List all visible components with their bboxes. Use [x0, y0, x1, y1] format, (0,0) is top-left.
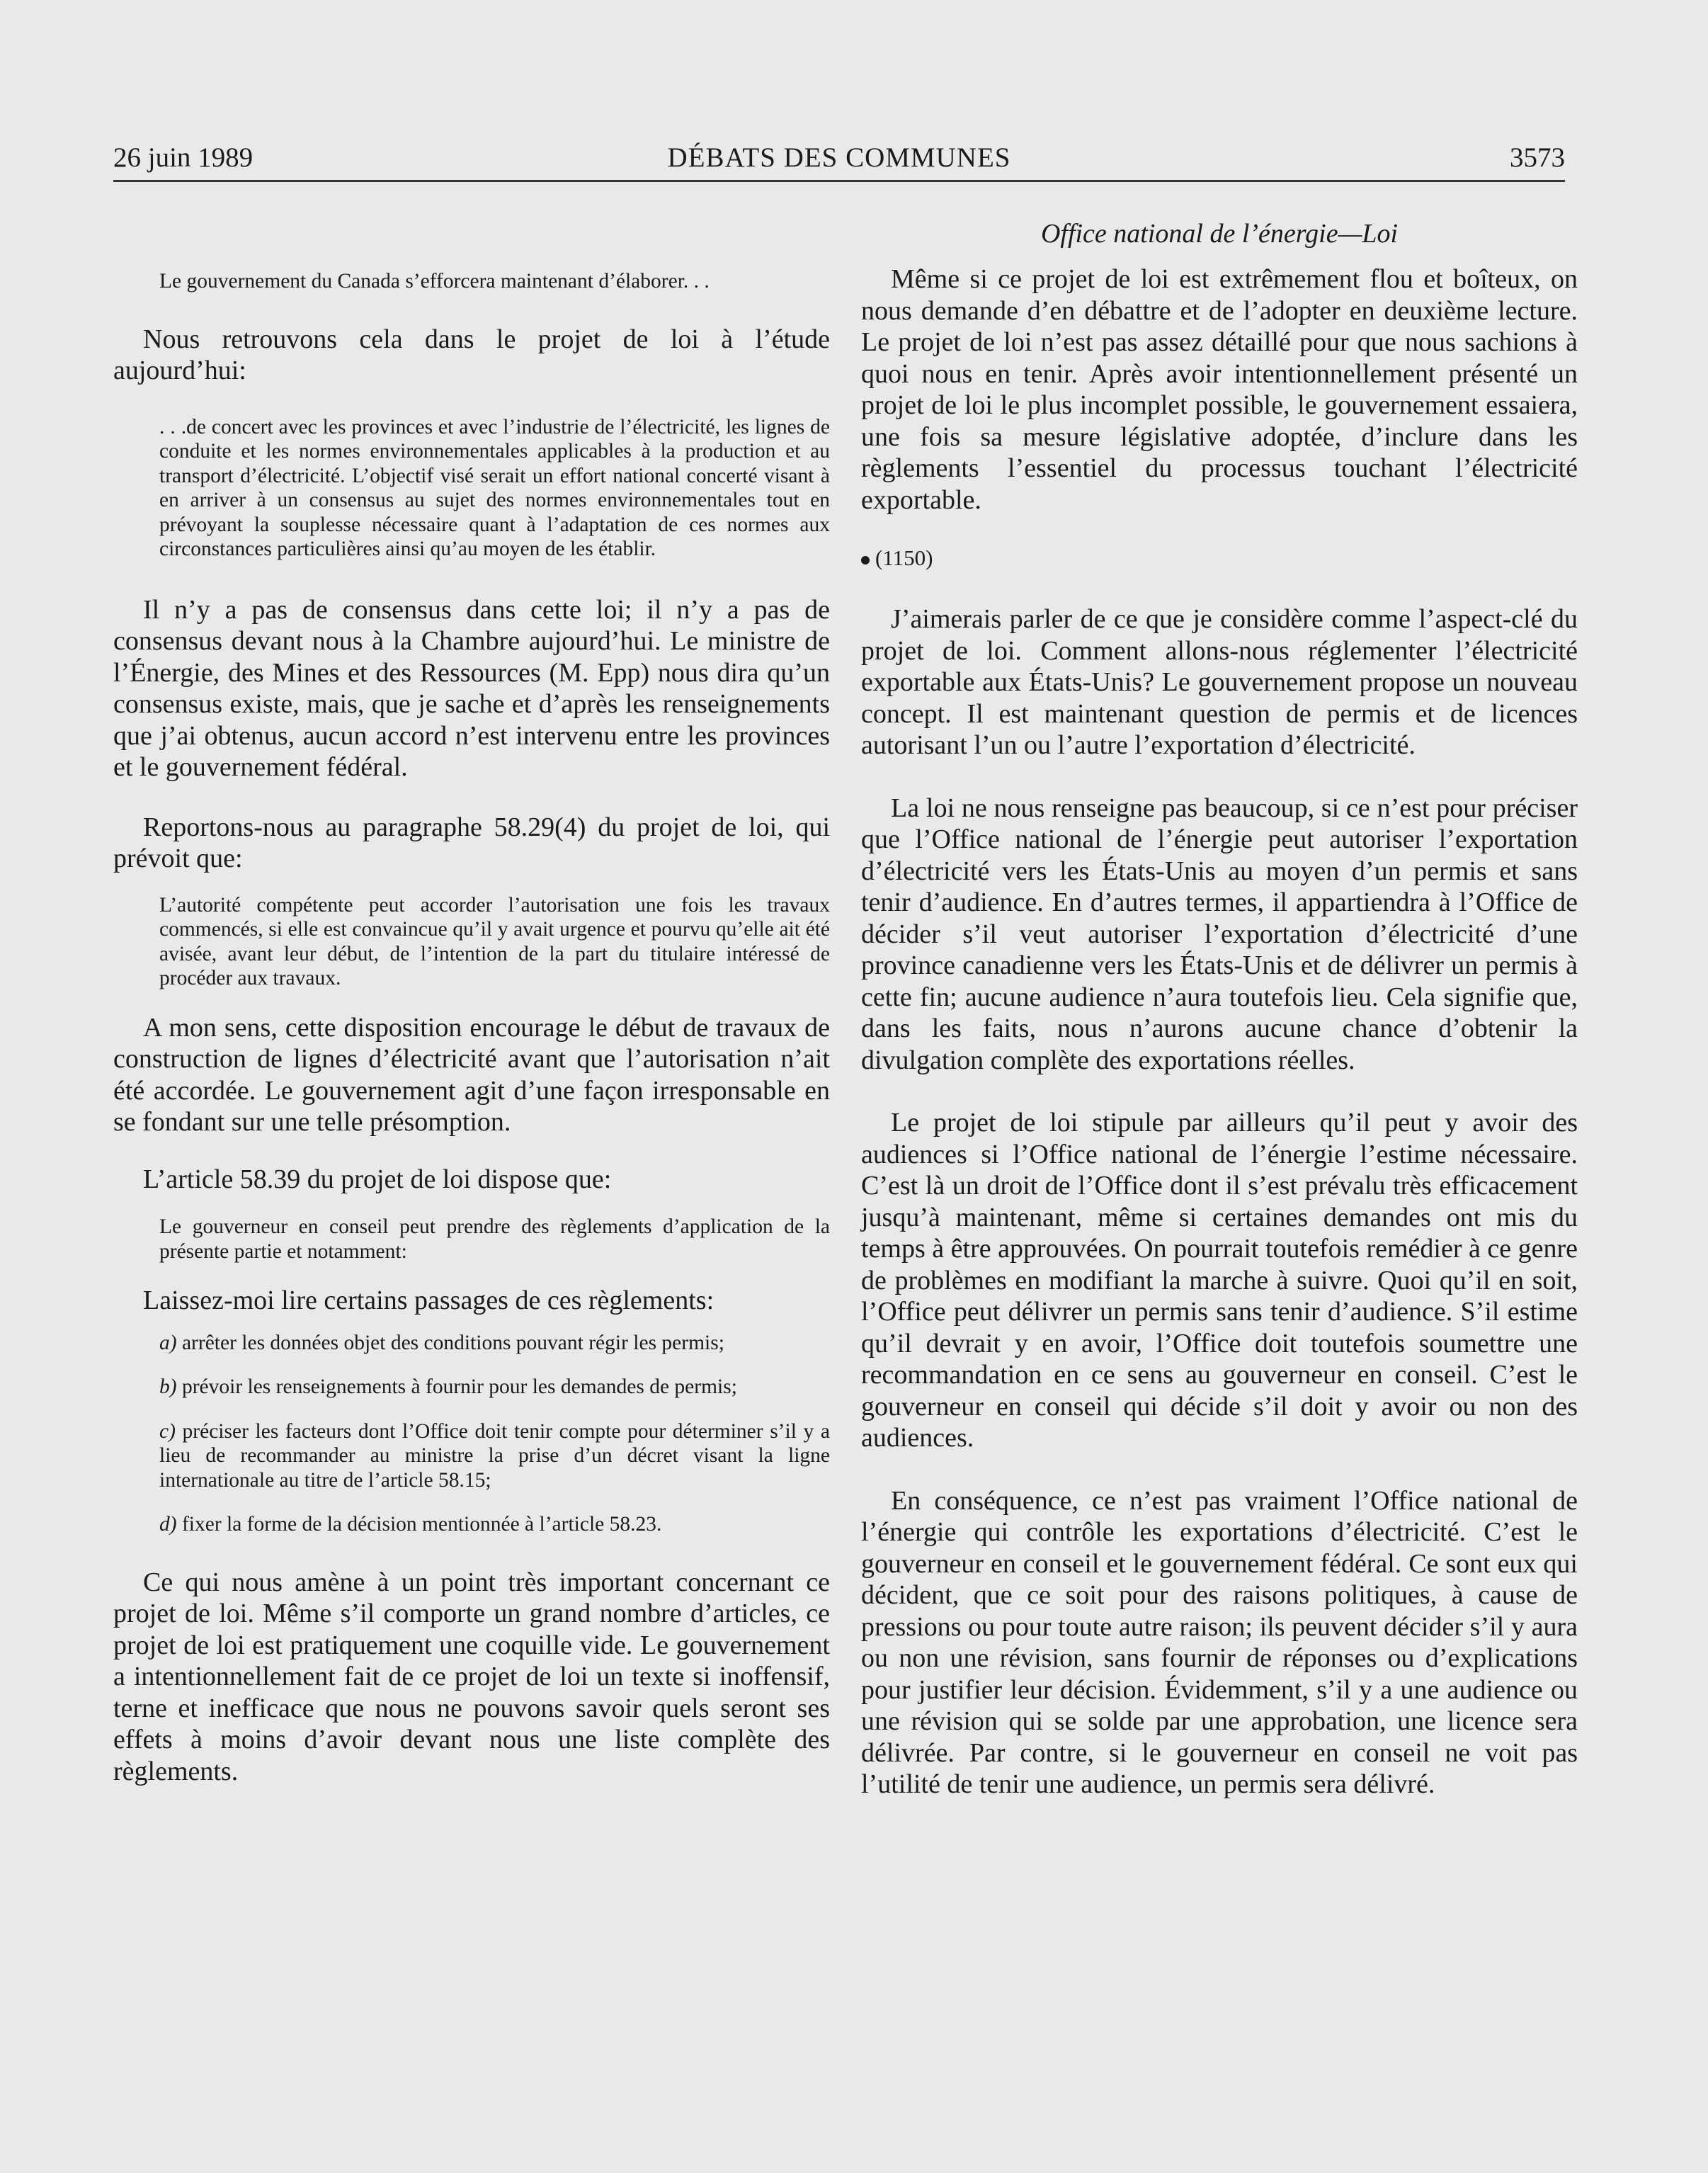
body-paragraph: Le projet de loi stipule par ailleurs qu’il peut y avoir des audiences si l’Office national de l’énergie l’estime nécessaire. C’est là un droit de l’Office dont il s’est prévalu très efficacement jusqu’à maintenant, même si certaines demandes ont mis du temps à être approuvées. On pourrait toutefois remédier à ce genre de problèmes en modifiant la marche à suivre. Quoi qu’il en soit, l’Office peut délivrer un permis sans tenir d’audience. S’il estime qu’il devrait y en avoir, l’Office doit toutefois soumettre une recommandation en ce sens au gouverneur en conseil. C’est le gouverneur en conseil qui décide s’il doit y avoir ou non des audiences.: [861, 1108, 1578, 1453]
item-text: arrêter les données objet des conditions pouvant régir les permis;: [176, 1331, 724, 1354]
body-paragraph: A mon sens, cette disposition encourage le début de travaux de construction de lignes d’électricité avant que l’autorisation n’ait été accordée. Le gouvernement agit d’une façon irresponsable en se fondant sur une telle présomption.: [113, 1012, 830, 1137]
header-date: 26 juin 1989: [113, 142, 254, 173]
body-paragraph: Ce qui nous amène à un point très important concernant ce projet de loi. Même s’il comporte un grand nombre d’articles, ce projet de loi est pratiquement une coquille vide. Le gouvernement a intentionnellement fait de ce projet de loi un texte si inoffensif, terne et inefficace que nous ne pouvons savoir quels seront ses effets à moins d’avoir devant nous une liste complète des règlements.: [113, 1567, 830, 1786]
quote-paragraph: L’autorité compétente peut accorder l’autorisation une fois les travaux commencés, si elle est convaincue qu’il y avait urgence et pourvu qu’elle ait été avisée, avant leur début, de l’intention de la part du titulaire intéressé de procéder aux travaux.: [159, 893, 830, 989]
body-paragraph: Il n’y a pas de consensus dans cette loi; il n’y a pas de consensus devant nous à la Chambre aujourd’hui. Le ministre de l’Énergie, des Mines et des Ressources (M. Epp) nous dira qu’un consensus existe, mais, que je sache et d’après les renseignements que j’ai obtenus, aucun accord n’est intervenu entre les provinces et le gouvernement fédéral.: [113, 594, 830, 782]
item-letter: b): [159, 1375, 177, 1398]
body-paragraph: Reportons-nous au paragraphe 58.29(4) du projet de loi, qui prévoit que:: [113, 812, 830, 873]
header-title: DÉBATS DES COMMUNES: [667, 142, 1011, 173]
time-marker: [861, 545, 1578, 571]
time-marker-text: (1150): [875, 545, 933, 570]
bullet-icon: [861, 556, 870, 564]
body-paragraph: J’aimerais parler de ce que je considère comme l’aspect-clé du projet de loi. Comment allons-nous réglementer l’électricité exportable aux États-Unis? Le gouvernement propose un nouveau concept. Il est maintenant question de permis et de licences autorisant l’un ou l’autre l’exportation d’électricité.: [861, 604, 1578, 760]
item-letter: d): [159, 1513, 177, 1536]
list-item: [113, 1331, 830, 1356]
item-text: préciser les facteurs dont l’Office doit tenir compte pour déterminer s’il y a lieu de recommander au ministre la prise d’un décret visant la ligne internationale au titre de l’article 58.15;: [159, 1419, 830, 1492]
list-item: [113, 1512, 830, 1537]
body-paragraph: En conséquence, ce n’est pas vraiment l’Office national de l’énergie qui contrôle les exportations d’électricité. C’est le gouverneur en conseil et le gouvernement fédéral. Ce sont eux qui décident, que ce soit pour des raisons politiques, à cause de pressions ou pour toute autre raison; ils peuvent décider s’il y aura ou non une révision, sans fournir de réponses ou d’explications pour justifier leur décision. Évidemment, s’il y a une audience ou une révision qui se solde par une approbation, une licence sera délivrée. Par contre, si le gouverneur en conseil ne voit pas l’utilité de tenir une audience, un permis sera délivré.: [861, 1485, 1578, 1799]
body-paragraph: Laissez-moi lire certains passages de ces règlements:: [143, 1286, 714, 1315]
body-paragraph: Nous retrouvons cela dans le projet de loi à l’étude aujourd’hui:: [113, 324, 830, 385]
quote-paragraph: Le gouvernement du Canada s’efforcera maintenant d’élaborer. . .: [159, 270, 710, 293]
quote-paragraph: Le gouverneur en conseil peut prendre des règlements d’application de la présente partie et notamment:: [159, 1215, 830, 1263]
body-paragraph: L’article 58.39 du projet de loi dispose que:: [143, 1164, 612, 1194]
item-letter: c): [159, 1419, 176, 1443]
section-title: Office national de l’énergie—Loi: [1040, 219, 1399, 249]
right-column: [861, 218, 1578, 1800]
list-item: [113, 1375, 830, 1400]
page-header: [113, 142, 1565, 184]
page-number: 3573: [1510, 142, 1565, 173]
item-text: prévoir les renseignements à fournir pour les demandes de permis;: [176, 1375, 737, 1398]
quote-paragraph: . . .de concert avec les provinces et avec l’industrie de l’électricité, les lignes de conduite et les normes environnementales applicables à la production et au transport d’électricité. L’objectif visé serait un effort national concerté visant à en arriver à un consensus au sujet des normes environnementales tout en prévoyant la souplesse nécessaire quant à l’adaptation de ces normes aux circonstances particulières ainsi qu’au moyen de les établir.: [159, 415, 830, 560]
header-rule: [113, 180, 1565, 182]
left-column: [113, 269, 830, 1787]
item-text: fixer la forme de la décision mentionnée à l’article 58.23.: [176, 1513, 662, 1536]
list-item: [113, 1419, 830, 1493]
item-letter: a): [159, 1331, 177, 1354]
body-paragraph: Même si ce projet de loi est extrêmement flou et boîteux, on nous demande d’en débattre et de l’adopter en deuxième lecture. Le projet de loi n’est pas assez détaillé pour que nous sachions à quoi nous en tenir. Après avoir intentionnellement présenté un projet de loi le plus incomplet possible, le gouvernement essaiera, une fois sa mesure législative adoptée, d’inclure dans les règlements l’essentiel du processus touchant l’électricité exportable.: [861, 264, 1578, 515]
body-paragraph: La loi ne nous renseigne pas beaucoup, si ce n’est pour préciser que l’Office national de l’énergie peut autoriser l’exportation d’électricité vers les États-Unis au moyen d’un permis et sans tenir d’audience. En d’autres termes, il appartiendra à l’Office de décider s’il veut autoriser l’exportation d’électricité d’une province canadienne vers les États-Unis et de délivrer un permis à cette fin; aucune audience n’aura toutefois lieu. Cela signifie que, dans les faits, nous n’aurons aucune chance d’obtenir la divulgation complète des exportations réelles.: [861, 793, 1578, 1075]
